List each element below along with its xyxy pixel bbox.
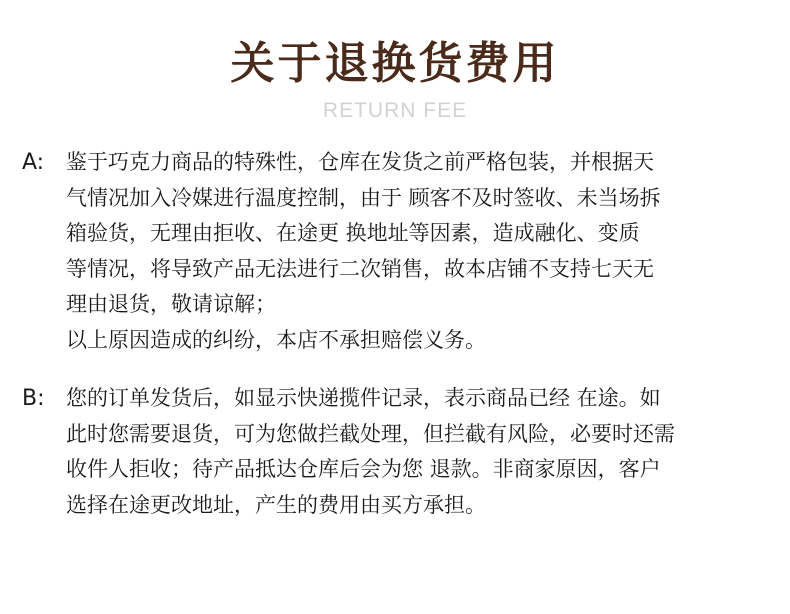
section-b-line: 收件人拒收；待产品抵达仓库后会为您 退款。非商家原因，客户 — [66, 457, 661, 481]
page-title: 关于退换货费用 — [230, 38, 560, 89]
section-a-line: 气情况加入冷媒进行温度控制，由于 顾客不及时签收、未当场拆 — [66, 185, 661, 210]
section-b-body — [66, 381, 766, 523]
page-subtitle: RETURN FEE — [322, 99, 468, 122]
section-a-line: 等情况，将导致产品无法进行二次销售，故本店铺不支持七天无 — [66, 256, 654, 281]
section-b-line: 此时您需要退货，可为您做拦截处理，但拦截有风险，必要时还需 — [66, 421, 675, 446]
section-a-marker: A: — [22, 150, 45, 175]
section-a-line: 鉴于巧克力商品的特殊性，仓库在发货之前严格包装，并根据天 — [66, 150, 654, 174]
section-b-marker: B: — [22, 386, 45, 411]
section-b-line: 选择在途更改地址，产生的费用由买方承担。 — [66, 492, 486, 517]
section-a-line: 理由退货，敬请谅解； — [66, 292, 276, 316]
section-a-line: 以上原因造成的纠纷，本店不承担赔偿义务。 — [66, 327, 486, 352]
section-b-line: 您的订单发货后，如显示快递揽件记录，表示商品已经 在途。如 — [66, 386, 661, 410]
section-a-line: 箱验货，无理由拒收、在途更 换地址等因素，造成融化、变质 — [66, 221, 640, 245]
section-a-body — [66, 145, 766, 358]
